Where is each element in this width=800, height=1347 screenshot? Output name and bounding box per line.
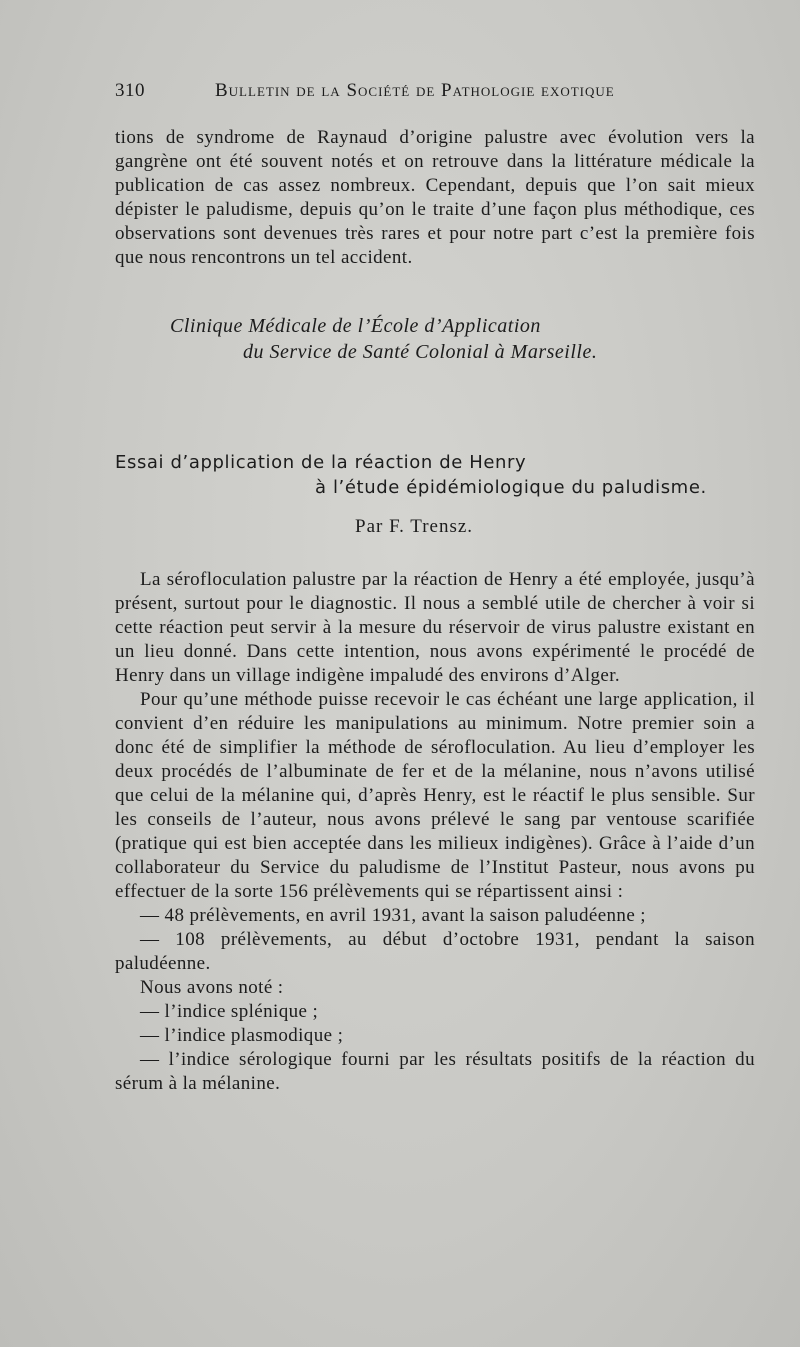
indice-item-3: — l’indice sérologique fourni par les résultats positifs de la réaction du sérum à la mélanine. bbox=[115, 1049, 755, 1094]
continuation-paragraph: tions de syndrome de Raynaud d’origine palustre avec évolution vers la gangrène ont été souvent notés et on retrouve dans la littérature médicale la publication de cas assez nombreux. Cependant, depuis que l’on sait mieux dépister le paludisme, depuis qu’on le traite d’une façon plus méthodique, ces observations sont devenues très rares et pour notre part c’est la première fois que nous rencontrons un tel accident. bbox=[115, 127, 755, 268]
article-body bbox=[115, 568, 755, 1096]
list-item-1: — 48 prélèvements, en avril 1931, avant la saison paludéenne ; bbox=[140, 905, 646, 926]
affiliation-line-1: Clinique Médicale de l’École d’Application bbox=[170, 315, 541, 337]
article-title bbox=[115, 452, 755, 498]
affiliation bbox=[115, 313, 755, 365]
article-title-line-1: Essai d’application de la réaction de Henry bbox=[115, 452, 527, 473]
list-item-2: — 108 prélèvements, au début d’octobre 1931, pendant la saison paludéenne. bbox=[115, 929, 755, 974]
body-paragraph-1: La sérofloculation palustre par la réaction de Henry a été employée, jusqu’à présent, surtout pour le diagnostic. Il nous a semblé utile de chercher à voir si cette réaction peut servir à la mesure du réservoir de virus palustre existant en un lieu donné. Dans cette intention, nous avons expérimenté le procédé de Henry dans un village indigène impaludé des environs d’Alger. bbox=[115, 569, 755, 686]
noted-line: Nous avons noté : bbox=[140, 977, 284, 998]
article-author: Par F. Trensz. bbox=[355, 516, 474, 537]
page-number: 310 bbox=[115, 80, 145, 101]
article-title-line-2: à l’étude épidémiologique du paludisme. bbox=[315, 477, 707, 498]
body-paragraph-2: Pour qu’une méthode puisse recevoir le cas échéant une large application, il convient d’en réduire les manipulations au minimum. Notre premier soin a donc été de simplifier la méthode de sérofloculation. Au lieu d’employer les deux procédés de l’albuminate de fer et de la mélanine, nous n’avons utilisé que celui de la mélanine qui, d’après Henry, est le réactif le plus sensible. Sur les conseils de l’auteur, nous avons prélevé le sang par ventouse scarifiée (pratique qui est bien acceptée dans les milieux indigènes). Grâce à l’aide d’un collaborateur du Service du paludisme de l’Institut Pasteur, nous avons pu effectuer de la sorte 156 prélèvements qui se répartissent ainsi : bbox=[115, 689, 755, 902]
continuation-text bbox=[115, 126, 755, 270]
indice-item-1: — l’indice splénique ; bbox=[140, 1001, 319, 1022]
affiliation-line-2: du Service de Santé Colonial à Marseille. bbox=[243, 341, 598, 363]
indice-item-2: — l’indice plasmodique ; bbox=[140, 1025, 344, 1046]
running-title: Bulletin de la Société de Pathologie exotique bbox=[215, 80, 615, 101]
